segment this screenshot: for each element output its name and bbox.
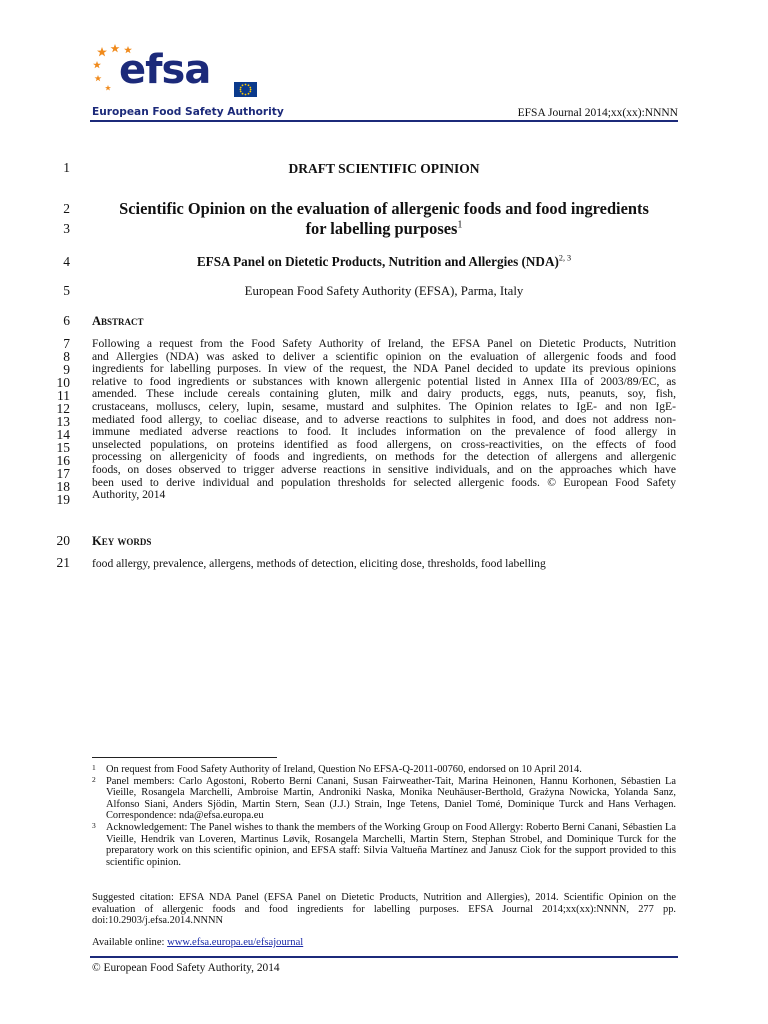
line-number: 19 — [56, 492, 70, 507]
footnote-1 — [92, 764, 676, 776]
line-number: 7 — [63, 336, 70, 351]
efsa-journal-link[interactable]: www.efsa.europa.eu/efsajournal — [167, 937, 304, 948]
abstract-line: processing on allergenicity of foods and ingredients, on methods for the detection of allergens and allergenic — [92, 450, 676, 464]
footer-rule — [90, 956, 678, 958]
line-number: 14 — [56, 427, 70, 442]
abstract-line: mediated food allergy, to coeliac disease, and to adverse reactions to sulphites in food, and does not address non- — [92, 412, 676, 426]
footnote-mark: 3 — [92, 820, 96, 830]
line-number: 6 — [63, 313, 70, 328]
footnote-rule — [92, 757, 277, 758]
abstract-line: been used to derive individual and population thresholds for selected allergenic foods. © European Food Safety — [92, 475, 676, 489]
available-online-label: Available online: — [92, 937, 168, 948]
footnote-ref-1: 1 — [457, 219, 463, 231]
footnote-3 — [92, 822, 676, 868]
panel-name — [90, 254, 678, 270]
abstract-line: immune mediated adverse reactions to food. It includes information on the prevalence of food allergy in — [92, 425, 676, 439]
footnote-mark: 2 — [92, 774, 96, 784]
abstract-line: unselected populations, on proteins identified as food allergens, on cross-reactivities, on the effects of food — [92, 437, 676, 451]
line-number: 5 — [63, 283, 70, 298]
abstract-line: Authority, 2014 — [92, 488, 166, 502]
abstract-line: crustaceans, molluscs, celery, lupin, sesame, mustard and sulphites. The Opinion relates to IgE- and non IgE- — [92, 399, 676, 413]
line-number: 2 — [63, 201, 70, 216]
journal-reference: EFSA Journal 2014;xx(xx):NNNN — [517, 107, 678, 119]
header-rule — [90, 120, 678, 122]
keywords-heading: Key words — [92, 534, 152, 548]
panel-name-text: EFSA Panel on Dietetic Products, Nutrition and Allergies (NDA) — [196, 254, 559, 269]
abstract-line: foods, on doses observed to trigger adverse reactions in sensitive individuals, and on the approaches which have — [92, 462, 676, 476]
line-number: 8 — [63, 349, 70, 364]
abstract-line: ingredients for labelling purposes. In view of the request, the NDA Panel decided to update its previous opinions — [92, 362, 676, 376]
line-number: 20 — [56, 533, 70, 548]
footer-copyright: © European Food Safety Authority, 2014 — [92, 962, 280, 974]
line-number: 1 — [63, 160, 70, 175]
footnote-2 — [92, 776, 676, 822]
line-number: 11 — [57, 388, 70, 403]
efsa-logo-subtitle: European Food Safety Authority — [92, 106, 284, 118]
footnote-text: Panel members: Carlo Agostoni, Roberto Berni Canani, Susan Fairweather-Tait, Marina Heinonen, Hannu Korhonen, Sébastien La Vieille, Rosangela Marchelli, Ambroise Martin, Androniki Naska, Monika Neuhäuser-Berthold, Grażyna Nowicka, Yolanda Sanz, Alfonso Siani, Anders Sjödin, Martin Stern, Sean (J.J.) Strain, Inge Tetens, Daniel Tomé, Dominique Turck and Hans Verhagen. Correspondence: nda@efsa.europa.eu — [106, 775, 676, 822]
abstract-line: and Allergies (NDA) was asked to deliver a scientific opinion on the evaluation of allergenic foods and food — [92, 349, 676, 363]
page-title-line-2-text: for labelling purposes — [305, 218, 458, 238]
line-number: 3 — [63, 221, 70, 236]
line-number: 4 — [63, 254, 70, 269]
line-number: 16 — [56, 453, 70, 468]
footnote-text: Acknowledgement: The Panel wishes to thank the members of the Working Group on Food Allergy: Roberto Berni Canani, Sébastien La Vieille, Hendrik van Loveren, Martinus Løvik, Rosangela Marchelli, Martin Stern, Stephan Strobel, and Dominique Turck for the preparatory work on this scientific opinion, and EFSA staff: Silvia Valtueña Martínez and Janusz Ciok for the support provided to this scientific opinion. — [106, 821, 676, 868]
line-number: 13 — [56, 414, 70, 429]
line-number: 10 — [56, 375, 70, 390]
line-number: 12 — [56, 401, 70, 416]
page-title — [80, 199, 688, 238]
efsa-logo — [90, 42, 284, 120]
line-number: 21 — [56, 555, 70, 570]
line-number: 9 — [63, 362, 70, 377]
abstract-heading: Abstract — [92, 314, 144, 328]
available-online — [92, 937, 303, 948]
abstract-line: relative to food ingredients or substances with known allergenic potential listed in Annex IIIa of 2003/89/EC, as — [92, 374, 676, 388]
page-title-line-2 — [80, 219, 688, 239]
suggested-citation: Suggested citation: EFSA NDA Panel (EFSA Panel on Dietetic Products, Nutrition and Allergies), 2014. Scientific Opinion on the evaluation of allergenic foods and food ingredients for labelling purposes. EFSA Journal 2014;xx(xx):NNNN, 277 pp. doi:10.2903/j.efsa.2014.NNNN — [92, 892, 676, 927]
abstract-line: Following a request from the Food Safety Authority of Ireland, the EFSA Panel on Dietetic Products, Nutrition — [92, 337, 676, 350]
abstract-line: amended. These include cereals containing gluten, milk and dairy products, eggs, nuts, peanuts, soy, fish, — [92, 387, 676, 401]
draft-label: DRAFT SCIENTIFIC OPINION — [288, 161, 480, 176]
footnote-text: On request from Food Safety Authority of Ireland, Question No EFSA-Q-2011-00760, endorsed on 10 April 2014. — [106, 764, 582, 775]
line-number: 15 — [56, 440, 70, 455]
footnote-mark: 1 — [92, 763, 96, 772]
line-number: 18 — [56, 479, 70, 494]
page-title-line-1: Scientific Opinion on the evaluation of allergenic foods and food ingredients — [119, 199, 649, 218]
footnotes — [92, 764, 676, 868]
eu-flag-icon — [234, 82, 257, 97]
abstract-body — [92, 338, 676, 502]
line-number: 17 — [56, 466, 70, 481]
footnote-ref-2-3: 2, 3 — [558, 253, 572, 263]
efsa-logo-wordmark: efsa — [119, 47, 211, 93]
affiliation: European Food Safety Authority (EFSA), Parma, Italy — [244, 284, 524, 298]
keywords: food allergy, prevalence, allergens, methods of detection, eliciting dose, thresholds, food labelling — [92, 557, 546, 570]
